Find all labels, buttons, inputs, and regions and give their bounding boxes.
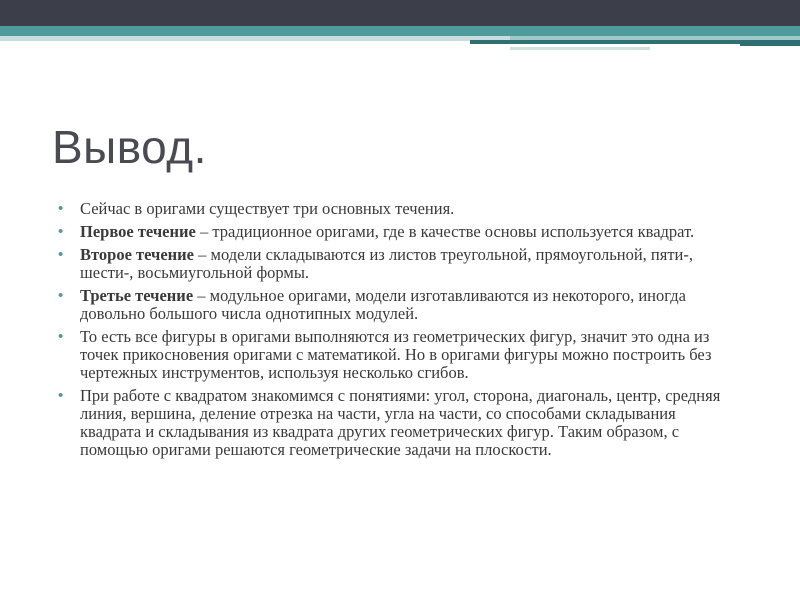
bullet-icon: • <box>58 387 64 404</box>
list-item <box>58 287 738 323</box>
accent-block <box>0 36 510 41</box>
header-bar <box>0 0 800 26</box>
bullet-icon: • <box>58 200 64 217</box>
accent-block <box>470 40 740 44</box>
accent-block <box>510 47 650 50</box>
bullet-icon: • <box>58 328 64 345</box>
list-item <box>58 246 738 282</box>
list-item-term: Первое течение <box>80 222 196 241</box>
accent-block <box>740 40 800 46</box>
list-item-text: – модульное оригами, модели изготавливаются из некоторого, иногда довольно большого числа однотипных модулей. <box>80 286 686 323</box>
bullet-list <box>58 200 738 464</box>
bullet-icon: • <box>58 287 64 304</box>
list-item <box>58 387 738 459</box>
list-item-text: То есть все фигуры в оригами выполняются из геометрических фигур, значит это одна из точек прикосновения оригами с математикой. Но в оригами фигуры можно построить без чертежных инструментов, используя несколько сгибов. <box>80 327 712 382</box>
list-item-term: Третье течение <box>80 286 194 305</box>
list-item-term: Второе течение <box>80 245 195 264</box>
list-item <box>58 200 738 218</box>
list-item <box>58 223 738 241</box>
list-item <box>58 328 738 382</box>
bullet-icon: • <box>58 223 64 240</box>
bullet-icon: • <box>58 246 64 263</box>
list-item-text: При работе с квадратом знакомимся с понятиями: угол, сторона, диагональ, центр, средняя линия, вершина, деление отрезка на части, угла на части, со способами складывания квадрата и складывания из квадрата других геометрических фигур. Таким образом, с помощью оригами решаются геометрические задачи на плоскости. <box>80 386 721 459</box>
header-accent-bar <box>0 26 800 36</box>
list-item-text: – модели складываются из листов треугольной, прямоугольной, пяти-, шести-, восьмиугольной формы. <box>80 245 693 282</box>
list-item-text: – традиционное оригами, где в качестве основы используется квадрат. <box>195 222 695 241</box>
slide-title: Вывод. <box>52 121 207 173</box>
list-item-text: Сейчас в оригами существует три основных течения. <box>80 199 455 218</box>
